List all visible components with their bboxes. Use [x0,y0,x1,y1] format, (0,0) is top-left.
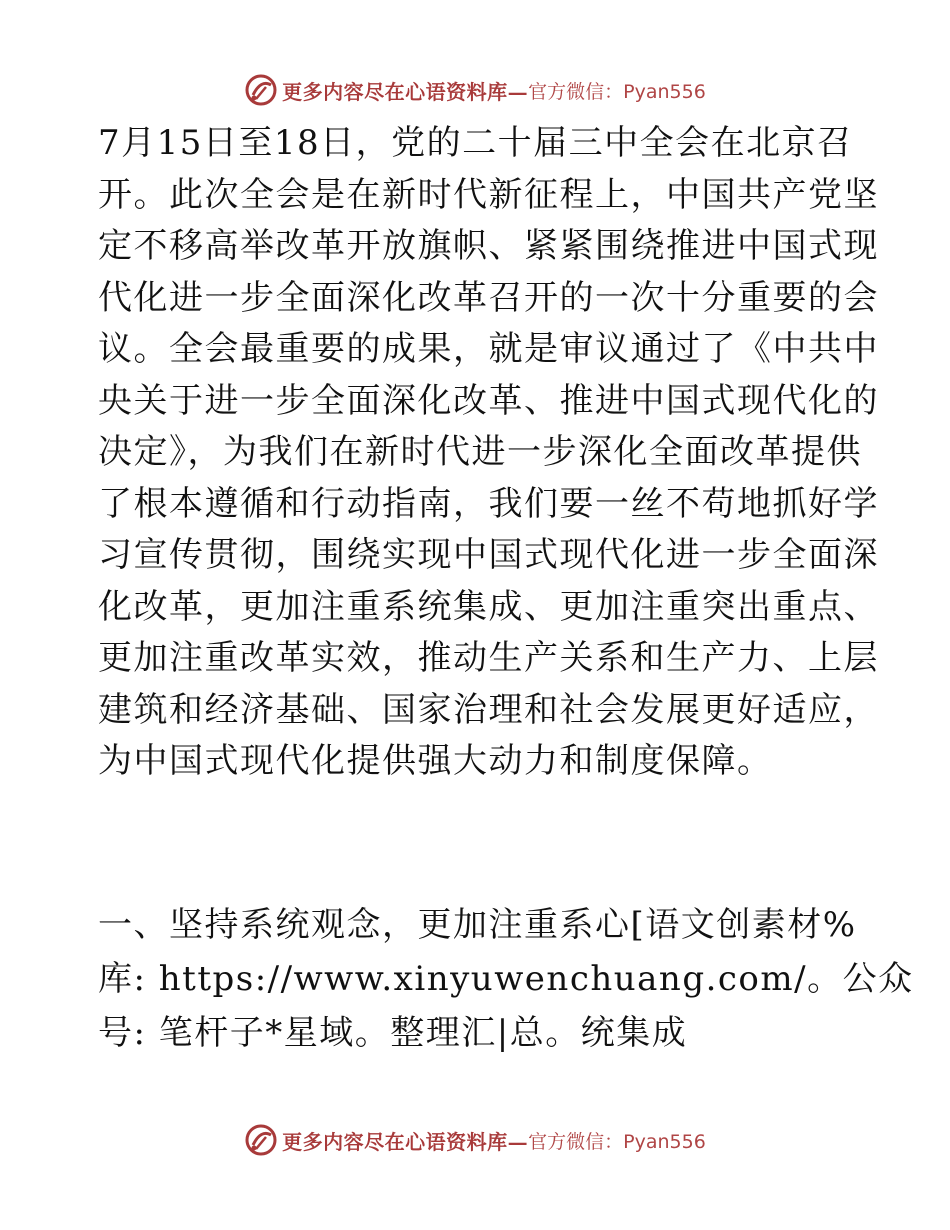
brand-logo-icon [244,73,278,107]
footer-watermark [0,1120,950,1160]
section-line: 号: 笔杆子*星域。整理汇|总。统集成 [98,1013,688,1053]
paragraph-line: 了根本遵循和行动指南，我们要一丝不苟地抓好学 [98,483,879,524]
paragraph-line: 代化进一步全面深化改革召开的一次十分重要的会 [98,277,879,318]
paragraph-line: 习宣传贯彻，围绕实现中国式现代化进一步全面深 [98,535,879,575]
paragraph-line: 7月15日至18日，党的二十届三中全会在北京召 [98,123,853,163]
intro-paragraph [98,118,879,788]
brand-logo-icon [244,1123,278,1157]
paragraph-line: 化改革，更加注重系统集成、更加注重突出重点、 [98,586,879,627]
paragraph-line: 决定》，为我们在新时代进一步深化全面改革提供 [98,432,862,472]
paragraph-line: 开。此次全会是在新时代新征程上，中国共产党坚 [98,174,879,215]
paragraph-line: 为中国式现代化提供强大动力和制度保障。 [98,741,773,781]
watermark-wechat: 官方微信：Pyan556 [528,1130,706,1153]
section-line: 一、坚持系统观念，更加注重系心[语文创素材% [98,905,857,945]
paragraph-line: 更加注重改革实效，推动生产关系和生产力、上层 [98,638,879,678]
section-line: 库: https://www.xinyuwenchuang.com/。公众 [98,959,914,999]
watermark-text: 更多内容尽在心语资料库— [282,79,529,104]
header-watermark [0,70,950,110]
paragraph-line: 议。全会最重要的成果，就是审议通过了《中共中 [98,329,879,369]
watermark-wechat: 官方微信：Pyan556 [528,80,706,103]
paragraph-line: 定不移高举改革开放旗帜、紧紧围绕推进中国式现 [98,226,879,266]
watermark-text: 更多内容尽在心语资料库— [282,1129,529,1154]
paragraph-line: 建筑和经济基础、国家治理和社会发展更好适应， [98,689,879,730]
section-heading-paragraph [98,898,914,1060]
paragraph-line: 央关于进一步全面深化改革、推进中国式现代化的 [98,380,879,421]
